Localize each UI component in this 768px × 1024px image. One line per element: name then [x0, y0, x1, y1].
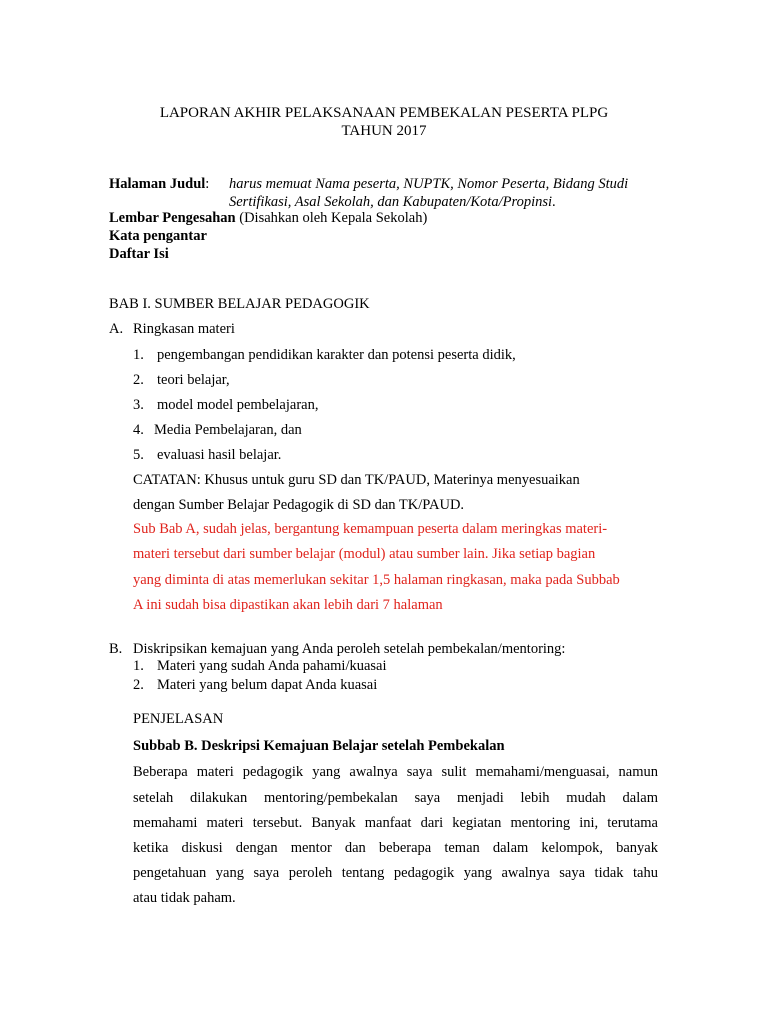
report-title-line-1: LAPORAN AKHIR PELAKSANAAN PEMBEKALAN PESERTA PLPG	[159, 105, 609, 121]
bab-1-heading: BAB I. SUMBER BELAJAR PEDAGOGIK	[109, 296, 370, 312]
section-b-title: Diskripsikan kemajuan yang Anda peroleh setelah pembekalan/mentoring:	[133, 641, 566, 657]
section-b-marker: B.	[109, 641, 123, 657]
red-note-line-4: A ini sudah bisa dipastikan akan lebih dari 7 halaman	[133, 597, 443, 613]
paragraph-line-1: Beberapa materi pedagogik yang awalnya saya sulit memahami/menguasai, namun	[133, 764, 658, 780]
red-note-line-2: materi tersebut dari sumber belajar (modul) atau sumber lain. Jika setiap bagian	[133, 546, 596, 562]
subbab-b-heading: Subbab B. Deskripsi Kemajuan Belajar setelah Pembekalan	[133, 738, 505, 754]
list-item: Materi yang sudah Anda pahami/kuasai	[157, 658, 387, 674]
report-title-line-2: TAHUN 2017	[341, 123, 427, 139]
red-note-line-3: yang diminta di atas memerlukan sekitar 1,5 halaman ringkasan, maka pada Subbab	[133, 572, 620, 588]
list-item-number: 3.	[133, 397, 144, 413]
paragraph-line-3: memahami materi tersebut. Banyak manfaat dari kegiatan mentoring ini, terutama	[133, 815, 658, 831]
lembar-pengesahan-desc: (Disahkan oleh Kepala Sekolah)	[235, 210, 428, 226]
lembar-pengesahan-label: Lembar Pengesahan	[109, 210, 236, 226]
halaman-judul-desc-2: Sertifikasi, Asal Sekolah, dan Kabupaten/Kota/Propinsi	[229, 194, 553, 210]
list-item: model model pembelajaran,	[157, 397, 319, 413]
section-a-marker: A.	[109, 321, 124, 337]
list-item: Materi yang belum dapat Anda kuasai	[157, 677, 378, 693]
catatan-line-1: CATATAN: Khusus untuk guru SD dan TK/PAUD, Materinya menyesuaikan	[133, 472, 580, 488]
halaman-judul-label: Halaman Judul	[109, 176, 206, 192]
list-item-number: 1.	[133, 658, 144, 674]
list-item: evaluasi hasil belajar.	[157, 447, 282, 463]
list-item-number: 2.	[133, 372, 144, 388]
list-item-number: 4.	[133, 422, 144, 438]
halaman-judul-colon: :	[205, 176, 210, 192]
paragraph-line-4: ketika diskusi dengan mentor dan beberapa teman dalam kelompok, banyak	[133, 840, 658, 856]
halaman-judul-desc-1: harus memuat Nama peserta, NUPTK, Nomor Peserta, Bidang Studi	[229, 176, 629, 192]
red-note-line-1: Sub Bab A, sudah jelas, bergantung kemampuan peserta dalam meringkas materi-	[133, 521, 608, 537]
paragraph-line-2: setelah dilakukan mentoring/pembekalan saya menjadi lebih mudah dalam	[133, 790, 658, 806]
list-item-number: 5.	[133, 447, 144, 463]
daftar-isi: Daftar Isi	[109, 246, 169, 262]
halaman-judul-row	[109, 176, 209, 193]
halaman-judul-desc-2-row	[229, 194, 556, 211]
section-a-title: Ringkasan materi	[133, 321, 235, 337]
list-item: pengembangan pendidikan karakter dan potensi peserta didik,	[157, 347, 516, 363]
paragraph-line-5: pengetahuan yang saya peroleh tentang pedagogik yang awalnya saya tidak tahu	[133, 865, 658, 881]
kata-pengantar: Kata pengantar	[109, 228, 207, 244]
penjelasan-label: PENJELASAN	[133, 711, 224, 727]
list-item-number: 1.	[133, 347, 144, 363]
paragraph-line-6: atau tidak paham.	[133, 890, 236, 906]
list-item: Media Pembelajaran, dan	[154, 422, 302, 438]
list-item: teori belajar,	[157, 372, 230, 388]
list-item-number: 2.	[133, 677, 144, 693]
halaman-judul-period: .	[552, 194, 556, 210]
catatan-line-2: dengan Sumber Belajar Pedagogik di SD dan TK/PAUD.	[133, 497, 465, 513]
lembar-pengesahan-row	[109, 210, 427, 227]
